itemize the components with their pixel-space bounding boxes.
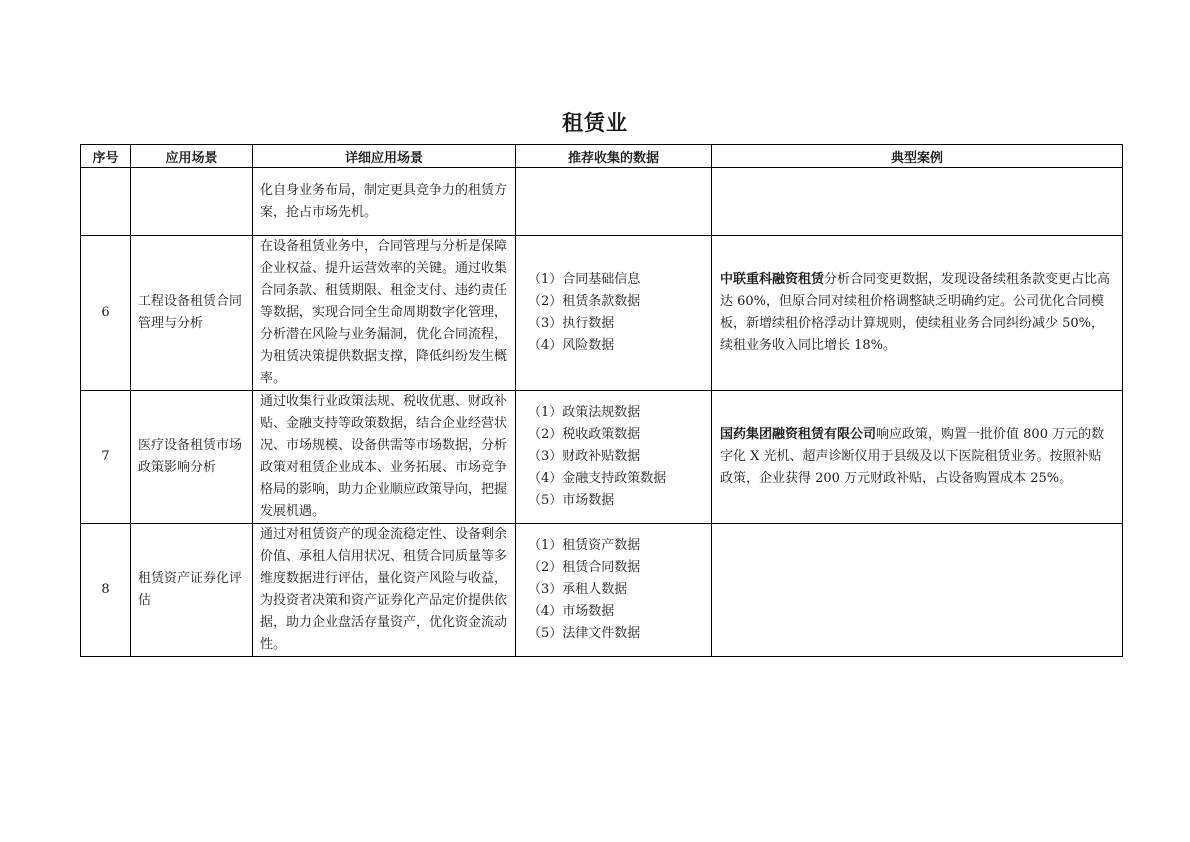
- data-item: （3）财政补贴数据: [528, 449, 641, 464]
- data-item: （5）市场数据: [528, 493, 615, 508]
- scene-cell: 工程设备租赁合同管理与分析: [131, 236, 253, 391]
- case-text: 响应政策，购置一批价值 800 万元的数字化 X 光机、超声诊断仪用于县级及以下医院租赁业务。按照补贴政策，企业获得 200 万元财政补贴，占设备购置成本 25%。: [720, 427, 1105, 486]
- detail-cell: 通过收集行业政策法规、税收优惠、财政补贴、金融支持等政策数据，结合企业经营状况、市场规模、设备供需等市场数据，分析政策对租赁企业成本、业务拓展、市场竞争格局的影响，助力企业顺应政策导向，把握发展机遇。: [253, 391, 516, 524]
- seq-cell: [81, 168, 131, 236]
- leasing-table: [80, 144, 1123, 657]
- table-row: [81, 168, 1123, 236]
- case-company: 中联重科融资租赁: [720, 272, 825, 287]
- data-item: （3）执行数据: [528, 316, 615, 331]
- header-case: 典型案例: [712, 145, 1123, 168]
- scene-cell: [131, 168, 253, 236]
- table-row: [81, 236, 1123, 391]
- data-cell: [516, 236, 712, 391]
- case-cell: [712, 391, 1123, 524]
- data-item: （2）租赁条款数据: [528, 294, 641, 309]
- data-item: （1）政策法规数据: [528, 405, 641, 420]
- case-cell: [712, 524, 1123, 657]
- data-item: （2）税收政策数据: [528, 427, 641, 442]
- seq-cell: 8: [81, 524, 131, 657]
- case-text: 分析合同变更数据，发现设备续租条款变更占比高达 60%，但原合同对续租价格调整缺乏明确约定。公司优化合同模板，新增续租价格浮动计算规则，使续租业务合同纠纷减少 50%，续租业务收入同比增长 18%。: [720, 272, 1111, 353]
- header-seq: 序号: [81, 145, 131, 168]
- table-header-row: [81, 145, 1123, 168]
- data-cell: [516, 524, 712, 657]
- seq-cell: 7: [81, 391, 131, 524]
- table-row: [81, 391, 1123, 524]
- header-scene: 应用场景: [131, 145, 253, 168]
- seq-cell: 6: [81, 236, 131, 391]
- data-cell: [516, 168, 712, 236]
- data-item: （4）风险数据: [528, 338, 615, 353]
- detail-cell: 通过对租赁资产的现金流稳定性、设备剩余价值、承租人信用状况、租赁合同质量等多维度数据进行评估，量化资产风险与收益，为投资者决策和资产证券化产品定价提供依据，助力企业盘活存量资产，优化资金流动性。: [253, 524, 516, 657]
- data-item: （4）市场数据: [528, 604, 615, 619]
- data-item: （4）金融支持政策数据: [528, 471, 667, 486]
- data-item: （2）租赁合同数据: [528, 560, 641, 575]
- page-title: 租赁业: [562, 111, 628, 135]
- data-cell: [516, 391, 712, 524]
- scene-cell: 租赁资产证券化评估: [131, 524, 253, 657]
- data-item: （1）租赁资产数据: [528, 538, 641, 553]
- header-detail: 详细应用场景: [253, 145, 516, 168]
- data-item: （5）法律文件数据: [528, 626, 641, 641]
- data-item: （1）合同基础信息: [528, 272, 641, 287]
- case-cell: [712, 168, 1123, 236]
- table-row: [81, 524, 1123, 657]
- data-item: （3）承租人数据: [528, 582, 628, 597]
- case-company: 国药集团融资租赁有限公司: [720, 427, 877, 442]
- detail-cell: 化自身业务布局，制定更具竞争力的租赁方案，抢占市场先机。: [253, 168, 516, 236]
- case-cell: [712, 236, 1123, 391]
- header-data: 推荐收集的数据: [516, 145, 712, 168]
- detail-cell: 在设备租赁业务中，合同管理与分析是保障企业权益、提升运营效率的关键。通过收集合同条款、租赁期限、租金支付、违约责任等数据，实现合同全生命周期数字化管理，分析潜在风险与业务漏洞，优化合同流程，为租赁决策提供数据支撑，降低纠纷发生概率。: [253, 236, 516, 391]
- scene-cell: 医疗设备租赁市场政策影响分析: [131, 391, 253, 524]
